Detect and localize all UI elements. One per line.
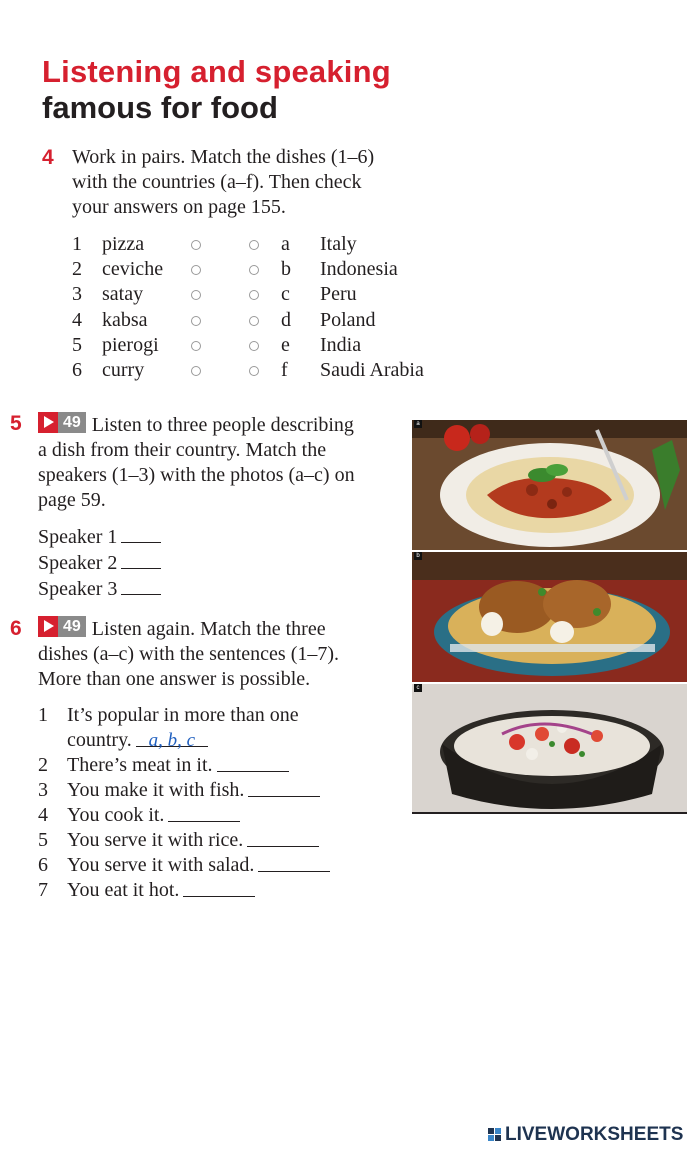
match-dot-left[interactable] — [191, 341, 201, 351]
sentence-text: You eat it hot. — [67, 879, 180, 901]
speaker-label: Speaker 3 — [38, 578, 118, 600]
dish-name: ceviche — [102, 258, 164, 281]
dish-number: 4 — [72, 308, 82, 331]
sentence-item — [38, 878, 408, 903]
instruction-line: Listen again. Match the three — [91, 618, 326, 640]
exercise-5-number: 5 — [10, 412, 22, 435]
sentence-item — [38, 753, 408, 778]
match-dot-left[interactable] — [191, 240, 201, 250]
sentence-text: You serve it with rice. — [67, 829, 244, 851]
play-icon — [38, 412, 58, 433]
photo-label: c — [414, 684, 422, 692]
answer-blank[interactable] — [121, 550, 161, 569]
speaker-list — [38, 524, 161, 602]
speaker-row — [38, 576, 161, 602]
exercise-4-instructions — [72, 145, 374, 220]
match-dot-left[interactable] — [191, 316, 201, 326]
instruction-line: a dish from their country. Match the — [38, 439, 327, 461]
speaker-label: Speaker 2 — [38, 552, 118, 574]
answer-blank[interactable] — [168, 803, 240, 822]
dish-name: satay — [102, 283, 144, 306]
match-dot-right[interactable] — [249, 290, 259, 300]
answer-blank[interactable] — [258, 853, 330, 872]
sentence-text: There’s meat in it. — [67, 754, 213, 776]
instruction-line: Work in pairs. Match the dishes (1–6) — [72, 146, 375, 168]
answer-blank[interactable] — [247, 828, 319, 847]
match-dot-left[interactable] — [191, 366, 201, 376]
brand-name: LIVEWORKSHEETS — [505, 1124, 684, 1145]
instruction-line: dishes (a–c) with the sentences (1–7). — [38, 643, 340, 665]
dish-number: 6 — [72, 359, 82, 381]
example-answer: a, b, c — [148, 730, 196, 751]
photo-label: b — [414, 552, 422, 560]
dish-number: 5 — [72, 333, 82, 356]
exercise-6-number: 6 — [10, 617, 22, 640]
sentence-item — [38, 828, 408, 853]
match-dot-right[interactable] — [249, 240, 259, 250]
country-letter: b — [281, 258, 291, 281]
dish-name: curry — [102, 359, 145, 381]
sentence-number: 3 — [38, 779, 48, 801]
photo-divider — [412, 812, 687, 814]
country-letter: d — [281, 308, 291, 331]
match-dot-left[interactable] — [191, 290, 201, 300]
sentence-number: 7 — [38, 879, 48, 901]
sentence-text: It’s popular in more than one — [67, 704, 299, 726]
sentence-number: 4 — [38, 804, 48, 826]
speaker-row — [38, 550, 161, 576]
photo-c — [412, 684, 687, 812]
logo-icon — [488, 1128, 502, 1142]
track-number: 49 — [58, 616, 86, 637]
answer-blank[interactable] — [121, 524, 161, 543]
country-name: Indonesia — [320, 258, 398, 281]
country-name: Peru — [320, 283, 357, 306]
country-letter: a — [281, 233, 290, 255]
dish-number: 3 — [72, 283, 82, 306]
exercise-5-instructions — [38, 412, 408, 513]
audio-track-button[interactable] — [38, 412, 86, 433]
exercise-6-instructions — [38, 616, 408, 692]
speaker-label: Speaker 1 — [38, 526, 118, 548]
sentence-text: You cook it. — [67, 804, 165, 826]
match-dot-right[interactable] — [249, 316, 259, 326]
exercise-4-number: 4 — [42, 146, 54, 169]
photo-b — [412, 552, 687, 682]
spaghetti-photo — [412, 420, 687, 550]
dish-name: pizza — [102, 233, 145, 255]
country-name: Saudi Arabia — [320, 359, 424, 381]
dish-name: pierogi — [102, 333, 159, 356]
photo-a — [412, 420, 687, 550]
sentence-item — [38, 778, 408, 803]
country-name: Italy — [320, 233, 357, 255]
answer-blank[interactable] — [136, 728, 208, 751]
answer-blank[interactable] — [121, 576, 161, 595]
dish-name: kabsa — [102, 308, 148, 331]
answer-blank[interactable] — [217, 753, 289, 772]
match-dot-right[interactable] — [249, 366, 259, 376]
liveworksheets-logo — [488, 1124, 683, 1146]
ceviche-photo — [412, 684, 687, 812]
country-letter: e — [281, 333, 290, 356]
sentence-item — [38, 703, 408, 753]
sentence-text: You serve it with salad. — [67, 854, 255, 876]
match-dot-right[interactable] — [249, 265, 259, 275]
dish-number: 2 — [72, 258, 82, 281]
photo-label: a — [414, 420, 422, 428]
match-dot-left[interactable] — [191, 265, 201, 275]
sentence-text: You make it with fish. — [67, 779, 245, 801]
instruction-line: More than one answer is possible. — [38, 668, 311, 690]
sentence-item — [38, 803, 408, 828]
sentence-number: 6 — [38, 854, 48, 876]
instruction-line: page 59. — [38, 489, 106, 511]
instruction-line: Listen to three people describing — [91, 414, 354, 436]
answer-blank[interactable] — [248, 778, 320, 797]
country-letter: c — [281, 283, 290, 306]
sentence-number: 2 — [38, 754, 48, 776]
play-icon — [38, 616, 58, 637]
track-number: 49 — [58, 412, 86, 433]
sentence-number: 5 — [38, 829, 48, 851]
match-dot-right[interactable] — [249, 341, 259, 351]
section-title: Listening and speaking — [42, 54, 391, 89]
answer-blank[interactable] — [183, 878, 255, 897]
sentence-number: 1 — [38, 704, 48, 726]
country-letter: f — [281, 359, 288, 381]
country-name: India — [320, 333, 362, 356]
sentence-list — [38, 703, 408, 903]
sentence-text: country. — [67, 729, 132, 751]
chicken-rice-photo — [412, 552, 687, 682]
section-subtitle: famous for food — [42, 90, 278, 125]
country-name: Poland — [320, 308, 376, 331]
sentence-item — [38, 853, 408, 878]
instruction-line: with the countries (a–f). Then check — [72, 171, 362, 193]
dish-number: 1 — [72, 233, 82, 255]
speaker-row — [38, 524, 161, 550]
instruction-line: your answers on page 155. — [72, 196, 286, 218]
audio-track-button[interactable] — [38, 616, 86, 637]
instruction-line: speakers (1–3) with the photos (a–c) on — [38, 464, 355, 486]
